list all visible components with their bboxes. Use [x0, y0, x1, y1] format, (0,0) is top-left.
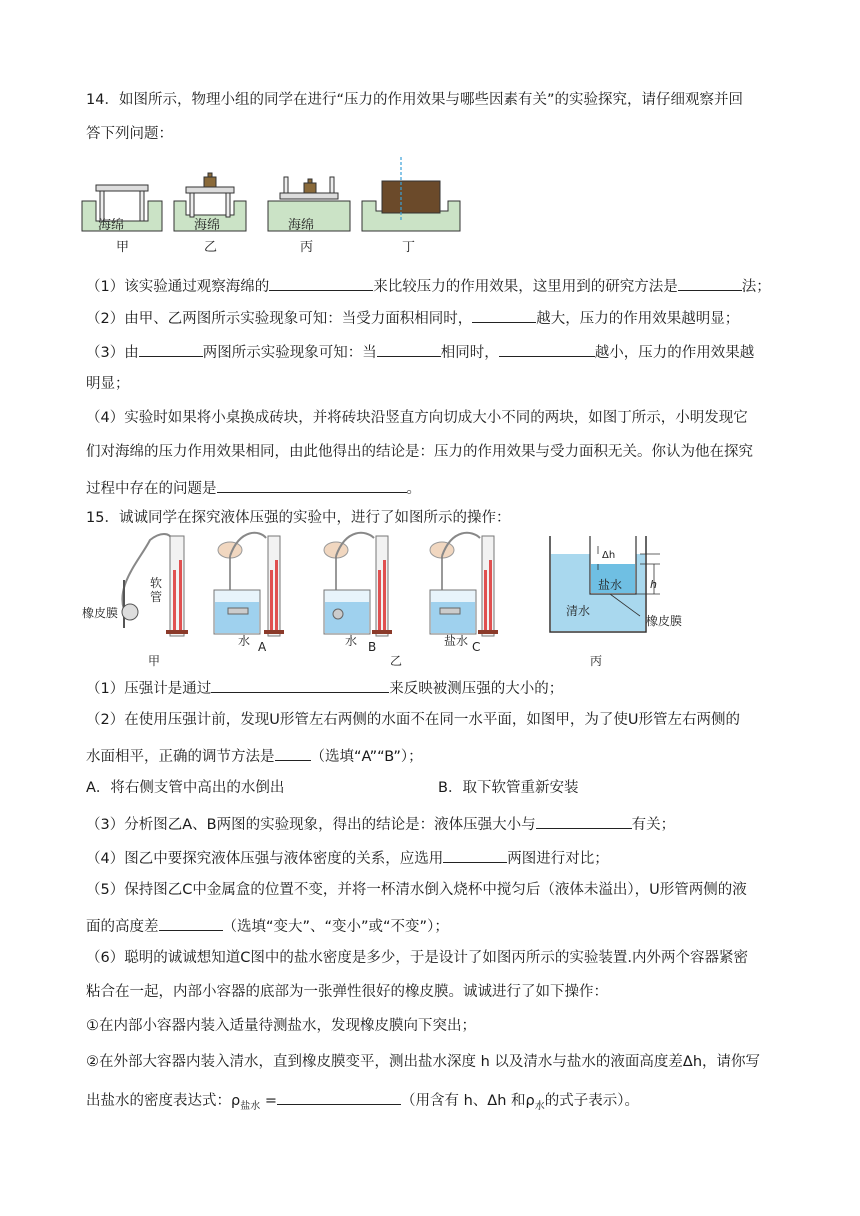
water-label-b: 水	[345, 634, 358, 648]
answer-blank[interactable]	[499, 340, 595, 357]
group-label-jia: 甲	[148, 654, 161, 668]
q14-intro-line-1: 14．如图所示，物理小组的同学在进行“压力的作用效果与哪些因素有关”的实验探究，请仔细观察并回	[86, 92, 743, 108]
answer-blank[interactable]	[536, 812, 632, 829]
answer-blank[interactable]	[472, 306, 536, 323]
sponge-label: 海绵	[288, 218, 315, 233]
q14-part-4-line-1: （4）实验时如果将小桌换成砖块，并将砖块沿竖直方向切成大小不同的两块，如图丁所示，小明发现它	[86, 410, 748, 426]
q15-part-4: （4）图乙中要探究液体压强与液体密度的关系，应选用 两图进行对比；	[86, 846, 609, 869]
q14-part-3: （3）由 两图所示实验现象可知：当 相同时， 越小，压力的作用效果越	[86, 340, 754, 363]
q15-option-b: B．取下软管重新安装	[438, 780, 579, 796]
answer-blank[interactable]	[443, 846, 507, 863]
group-label-bing: 丙	[590, 654, 603, 668]
q15-step-2: ②在外部大容器内装入清水，直到橡皮膜变平，测出盐水深度 h 以及清水与盐水的液面高度差Δh，请你写	[86, 1054, 761, 1070]
q14-part-1: （1）该实验通过观察海绵的 来比较压力的作用效果，这里用到的研究方法是 法；	[86, 274, 771, 297]
beaker-label-a: A	[258, 640, 267, 654]
membrane-label: 橡皮膜	[82, 606, 119, 620]
q14-intro-line-2: 答下列问题：	[86, 126, 173, 142]
q15-intro: 15．诚诚同学在探究液体压强的实验中，进行了如图所示的操作：	[86, 510, 511, 526]
soft-tube-label-1: 软	[150, 576, 163, 590]
answer-blank[interactable]	[377, 340, 441, 357]
beaker-c	[430, 533, 498, 636]
bing-salt-water-label: 盐水	[598, 578, 623, 592]
q14-part-2: （2）由甲、乙两图所示实验现象可知：当受力面积相同时， 越大，压力的作用效果越明显；	[86, 306, 739, 329]
sponge-label: 海绵	[98, 218, 125, 233]
dh-label: Δh	[602, 550, 616, 561]
beaker-a	[214, 533, 284, 636]
answer-blank[interactable]	[211, 676, 389, 693]
group-label-yi: 乙	[390, 654, 403, 668]
answer-blank[interactable]	[678, 274, 742, 291]
soft-tube-label-2: 管	[150, 590, 163, 604]
answer-blank[interactable]	[277, 1088, 401, 1105]
q15-part-1: （1）压强计是通过 来反映被测压强的大小的；	[86, 676, 563, 699]
q15-part-6-line-2: 粘合在一起，内部小容器的底部为一张弹性很好的橡皮膜。诚诚进行了如下操作：	[86, 984, 608, 1000]
q15-part-6-line-1: （6）聪明的诚诚想知道C图中的盐水密度是多少，于是设计了如图丙所示的实验装置.内外两个容器紧密	[86, 950, 748, 966]
q14-part-4-line-3: 过程中存在的问题是 。	[86, 476, 421, 499]
q15-formula-line: 出盐水的密度表达式：$\rho_{盐水}$ = （用含有 h、Δh 和$\rho_水$的式子表示）。	[86, 1088, 639, 1117]
answer-blank[interactable]	[139, 340, 203, 357]
answer-blank[interactable]	[269, 274, 373, 291]
q15-part-2-line-1: （2）在使用压强计前，发现U形管左右两侧的水面不在同一水平面，如图甲，为了使U形管左右两侧的	[86, 712, 740, 728]
beaker-label-b: B	[368, 640, 377, 654]
answer-blank[interactable]	[275, 744, 311, 761]
figure-label-bing: 丙	[300, 240, 314, 255]
answer-blank[interactable]	[159, 914, 223, 931]
figure-label-yi: 乙	[204, 240, 218, 255]
q15-part-5-line-2: 面的高度差 （选填“变大”、“变小”或“不变”）；	[86, 914, 449, 937]
sponge-label: 海绵	[194, 218, 221, 233]
q15-part-5-line-1: （5）保持图乙C中金属盒的位置不变，并将一杯清水倒入烧杯中搅匀后（液体未溢出），U形管两侧的液	[86, 882, 747, 898]
q14-part-4-line-2: 们对海绵的压力作用效果相同，由此他得出的结论是：压力的作用效果与受力面积无关。你认为他在探究	[86, 444, 753, 460]
beaker-b	[324, 533, 392, 636]
q15-part-3: （3）分析图乙A、B两图的实验现象，得出的结论是：液体压强大小与 有关；	[86, 812, 675, 835]
q15-step-1: ①在内部小容器内装入适量待测盐水，发现橡皮膜向下突出；	[86, 1018, 476, 1034]
bing-water-label: 清水	[566, 604, 591, 618]
water-label-a: 水	[238, 634, 251, 648]
figure-label-jia: 甲	[116, 240, 130, 255]
bing-membrane-label: 橡皮膜	[646, 614, 683, 628]
q15-option-a: A．将右侧支管中高出的水倒出	[86, 780, 285, 796]
answer-blank[interactable]	[217, 476, 407, 493]
figure-label-ding: 丁	[402, 240, 416, 255]
sponge-ding	[362, 157, 460, 231]
beaker-label-c: C	[472, 640, 481, 654]
salt-water-label-c: 盐水	[444, 634, 469, 648]
h-label: h	[650, 578, 657, 591]
q14-part-3-cont: 明显；	[86, 376, 130, 392]
q15-part-2-line-2: 水面相平，正确的调节方法是 （选填“A”“B”）；	[86, 744, 423, 767]
